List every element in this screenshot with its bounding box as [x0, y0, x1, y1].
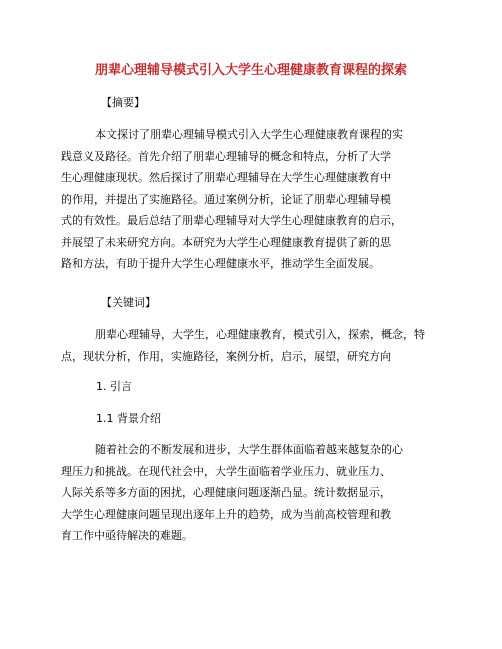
document-title: 朋辈心理辅导模式引入大学生心理健康教育课程的探索 [94, 63, 407, 78]
abstract-line: 的作用，并提出了实施路径。通过案例分析，论证了朋辈心理辅导模 [61, 192, 391, 206]
background-line: 人际关系等多方面的困扰，心理健康问题逐渐凸显。统计数据显示， [61, 486, 391, 499]
background-line: 大学生心理健康问题呈现出逐年上升的趋势，成为当前高校管理和教 [61, 507, 391, 521]
abstract-label: 【摘要】 [101, 96, 145, 109]
background-line: 理压力和挑战。在现代社会中，大学生面临着学业压力、就业压力、 [61, 464, 391, 478]
keywords-line: 点，现状分析，作用，实施路径，案例分析，启示，展望，研究方向 [61, 349, 391, 363]
abstract-line: 路和方法，有助于提升大学生心理健康水平，推动学生全面发展。 [61, 257, 380, 270]
subsection-heading: 1.1 背景介绍 [96, 412, 161, 425]
abstract-paragraph [61, 124, 441, 275]
abstract-line: 式的有效性。最后总结了朋辈心理辅导对大学生心理健康教育的启示， [61, 214, 402, 227]
keywords-label: 【关键词】 [101, 296, 156, 309]
section-heading: 1. 引言 [96, 380, 132, 393]
keywords-line: 朋辈心理辅导，大学生，心理健康教育，模式引入，探索，概念，特 [95, 328, 425, 341]
background-paragraph [61, 439, 441, 547]
keywords-paragraph [61, 324, 441, 367]
background-line: 育工作中亟待解决的难题。 [61, 529, 193, 542]
abstract-line: 生心理健康现状。然后探讨了朋辈心理辅导在大学生心理健康教育中 [61, 171, 391, 184]
abstract-line: 本文探讨了朋辈心理辅导模式引入大学生心理健康教育课程的实 [95, 128, 403, 141]
abstract-line: 践意义及路径。首先介绍了朋辈心理辅导的概念和特点，分析了大学 [61, 149, 391, 163]
abstract-line: 并展望了未来研究方向。本研究为大学生心理健康教育提供了新的思 [61, 235, 391, 249]
background-line: 随着社会的不断发展和进步，大学生群体面临着越来越复杂的心 [95, 443, 403, 456]
